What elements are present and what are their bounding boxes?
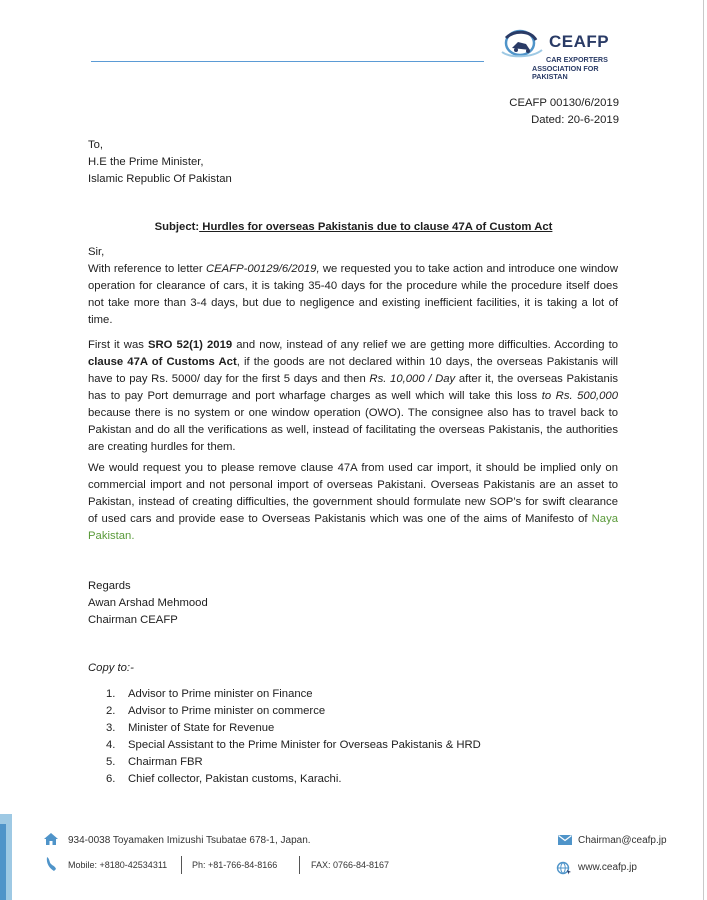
list-number: 5. xyxy=(106,756,116,768)
reference-number: CEAFP 00130/6/2019 xyxy=(509,97,619,109)
footer-separator xyxy=(181,856,182,874)
footer-mobile: Mobile: +8180-42534311 xyxy=(68,860,168,870)
footer-side-accent xyxy=(0,824,6,900)
list-number: 6. xyxy=(106,773,116,785)
total-loss: to Rs. 500,000 xyxy=(541,390,618,402)
globe-car-icon xyxy=(496,28,548,58)
paragraph-3-text: We would request you to please remove clause 47A from used car import, it should be implied only on commercial import and not personal import of overseas Pakistani. Overseas Pakistanis are an asset to Pakistan, instead of creating difficulties, the government should formulate new SOP’s for swift clearance of used cars and provide ease to Overseas Pakistanis which was one of the aims of Manifesto of xyxy=(88,462,618,525)
footer-website[interactable]: www.ceafp.jp xyxy=(578,862,637,873)
list-text: Minister of State for Revenue xyxy=(128,722,275,734)
paragraph-3 xyxy=(88,460,618,545)
email-icon xyxy=(558,835,572,845)
mobile-icon xyxy=(45,856,57,872)
logo-subtitle-line2: ASSOCIATION FOR PAKISTAN xyxy=(532,63,599,81)
subject-text: Hurdles for overseas Pakistanis due to clause 47A of Custom Act xyxy=(199,221,553,233)
recipient-address xyxy=(88,137,232,188)
logo-subtitle xyxy=(532,56,632,82)
logo-subtitle-line1: CAR EXPORTERS xyxy=(546,55,608,64)
list-number: 2. xyxy=(106,705,116,717)
list-item xyxy=(106,771,481,788)
signatory-title: Chairman CEAFP xyxy=(88,614,178,626)
list-item xyxy=(106,737,481,754)
web-globe-icon xyxy=(556,861,572,875)
copy-to-list xyxy=(106,686,481,788)
previous-letter-reference: CEAFP-00129/6/2019, xyxy=(205,263,320,275)
footer-email[interactable]: Chairman@ceafp.jp xyxy=(578,835,667,846)
reference-date: Dated: 20-6-2019 xyxy=(531,114,619,126)
list-text: Advisor to Prime minister on commerce xyxy=(128,705,326,717)
list-text: Chief collector, Pakistan customs, Karachi. xyxy=(128,773,342,785)
header-divider xyxy=(91,61,484,62)
list-number: 1. xyxy=(106,688,116,700)
daily-fine: Rs. 10,000 / Day xyxy=(369,373,456,385)
list-number: 3. xyxy=(106,722,116,734)
copy-to-label: Copy to:- xyxy=(88,662,134,674)
paragraph-1-text: With reference to letter xyxy=(88,263,206,275)
recipient-line1: To, xyxy=(88,139,104,151)
paragraph-2-text-cont: and now, instead of any relief we are getting more difficulties. According to xyxy=(232,339,618,351)
recipient-line3: Islamic Republic Of Pakistan xyxy=(88,173,232,185)
clause-reference: clause 47A of Customs Act xyxy=(88,356,237,368)
paragraph-2-text-cont2: , if the goods are not declared within 10 days, the overseas Pakistanis will have to pay Rs. 5000/ day for the first 5 days and then xyxy=(88,356,619,385)
list-text: Chairman FBR xyxy=(128,756,203,768)
footer-address: 934-0038 Toyamaken Imizushi Tsubatae 678-1, Japan. xyxy=(68,835,311,846)
list-number: 4. xyxy=(106,739,116,751)
reference-block xyxy=(509,95,619,129)
signatory-name: Awan Arshad Mehmood xyxy=(88,597,208,609)
footer-fax: FAX: 0766-84-8167 xyxy=(311,860,390,870)
footer-phone: Ph: +81-766-84-8166 xyxy=(192,860,278,870)
naya-pakistan-highlight: Naya Pakistan. xyxy=(88,513,618,542)
subject-line xyxy=(0,219,707,236)
list-text: Special Assistant to the Prime Minister for Overseas Pakistanis & HRD xyxy=(128,739,481,751)
home-icon xyxy=(43,832,59,846)
regards: Regards xyxy=(88,580,131,592)
footer-separator xyxy=(299,856,300,874)
paragraph-2 xyxy=(88,337,618,456)
salutation: Sir, xyxy=(88,246,105,258)
list-item xyxy=(106,754,481,771)
list-item xyxy=(106,703,481,720)
paragraph-1-text-cont: we requested you to take action and introduce one window operation for clearance of cars, it is taking 35-40 days for the procedure while the procedure itself does not take more than 3-4 days, but due to negligence and existing inefficient facilities, it is taking a lot of time. xyxy=(88,263,618,326)
signature-block xyxy=(88,578,208,629)
list-item xyxy=(106,720,481,737)
ceafp-logo xyxy=(496,28,636,81)
paragraph-2-text-cont3: after it, the overseas Pakistanis has to pay Port demurrage and port wharfage charges as well which will take this loss xyxy=(88,373,618,402)
sro-reference: SRO 52(1) 2019 xyxy=(147,339,233,351)
logo-name: CEAFP xyxy=(549,32,610,51)
paragraph-1 xyxy=(88,244,618,329)
paragraph-2-text: First it was xyxy=(88,339,148,351)
recipient-line2: H.E the Prime Minister, xyxy=(88,156,204,168)
paragraph-2-text-cont4: because there is no system or one window operation (OWO). The consignee also has to travel back to Pakistan and do all the verifications as well, instead of facilitating the overseas Pakistanis, the authorities are creating hurdles for them. xyxy=(88,407,618,453)
list-text: Advisor to Prime minister on Finance xyxy=(128,688,313,700)
subject-label: Subject: xyxy=(154,221,200,233)
list-item xyxy=(106,686,481,703)
